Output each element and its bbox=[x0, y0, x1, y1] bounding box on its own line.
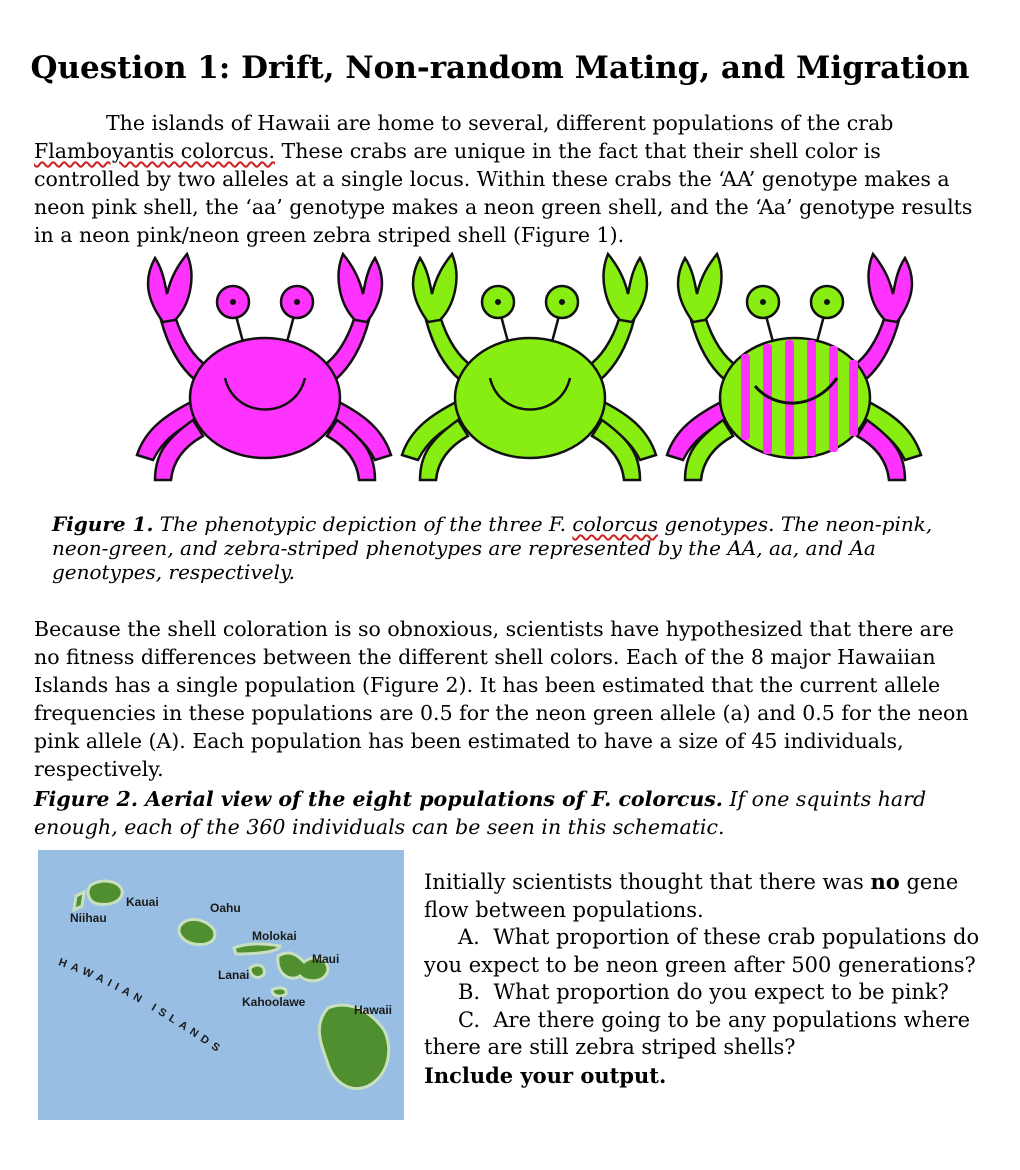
figure2-caption-text: If one squints hard enough, each of the 360 individuals can be seen in this schematic. bbox=[34, 787, 927, 839]
crab-green-aa-recessive bbox=[402, 254, 656, 480]
label-hawaii: Hawaii bbox=[354, 1003, 393, 1017]
label-lanai: Lanai bbox=[218, 968, 250, 982]
question-a-text: What proportion of these crab populations do bbox=[493, 925, 980, 949]
island-kauai bbox=[88, 881, 122, 904]
include-output bbox=[424, 1062, 994, 1091]
label-maui: Maui bbox=[312, 952, 340, 966]
hawaii-map bbox=[38, 850, 404, 1120]
crab-zebra-aa-hetero bbox=[667, 254, 921, 480]
crab-pink-aa bbox=[137, 254, 391, 480]
question-c-text: Are there going to be any populations where bbox=[493, 1007, 970, 1032]
island-oahu bbox=[179, 919, 215, 944]
question-a-cont: you expect to be neon green after 500 generations? bbox=[424, 952, 976, 977]
question-b-text: What proportion do you expect to be pink? bbox=[493, 980, 949, 1004]
questions-intro-bold: no bbox=[870, 869, 900, 894]
crab-figure bbox=[90, 250, 940, 490]
intro-text: The islands of Hawaii are home to several, different populations of the crab bbox=[106, 111, 894, 135]
question-c bbox=[424, 1007, 994, 1035]
question-c-label: C. bbox=[458, 1007, 480, 1032]
label-kauai: Kauai bbox=[126, 895, 159, 909]
figure1-caption-rest: genotypes. The neon-pink, neon-green, and zebra-striped phenotypes are represented by the AA, aa, and Aa genotypes, respectively. bbox=[52, 512, 933, 584]
figure1-species: colorcus bbox=[572, 512, 658, 536]
figure2-caption bbox=[34, 785, 984, 841]
island-lanai bbox=[250, 965, 264, 977]
questions-intro-rest: gene flow between populations. bbox=[424, 870, 959, 922]
intro-paragraph bbox=[34, 109, 984, 249]
species-name: Flamboyantis colorcus. bbox=[34, 139, 275, 163]
questions-intro bbox=[424, 868, 994, 924]
page-title: Question 1: Drift, Non-random Mating, and Migration bbox=[30, 50, 970, 86]
questions-block bbox=[424, 868, 994, 1090]
label-molokai: Molokai bbox=[252, 929, 297, 943]
figure1-caption-text: The phenotypic depiction of the three F. bbox=[153, 512, 573, 536]
figure2-label: Figure 2. Aerial view of the eight populations of F. colorcus. bbox=[34, 787, 723, 811]
include-output-text: Include your output. bbox=[424, 1062, 667, 1088]
question-b-label: B. bbox=[458, 980, 481, 1004]
label-hawaiian-islands: HAWAIIAN ISLANDS bbox=[56, 956, 226, 1058]
label-kahoolawe: Kahoolawe bbox=[242, 995, 306, 1009]
paragraph-2: Because the shell coloration is so obnoxious, scientists have hypothesized that there are no fitness differences between the different shell colors. Each of the 8 major Hawaiian Islands has a single population (Figure 2). It has been estimated that the current allele frequencies in these populations are 0.5 for the neon green allele (a) and 0.5 for the neon pink allele (A). Each population has been estimated to have a size of 45 individuals, respectively. bbox=[34, 617, 969, 781]
label-oahu: Oahu bbox=[210, 901, 241, 915]
figure1-label: Figure 1. bbox=[52, 512, 154, 536]
question-a bbox=[424, 924, 994, 952]
question-b bbox=[424, 979, 994, 1007]
figure1-caption bbox=[52, 512, 972, 584]
intro-text-rest: These crabs are unique in the fact that their shell color is controlled by two alleles at a single locus. Within these crabs the ‘AA’ genotype makes a neon pink shell, the ‘aa’ genotype makes a neon green shell, and the ‘Aa’ genotype results in a neon pink/neon green zebra striped shell (Figure 1). bbox=[34, 139, 973, 247]
question-c-cont: there are still zebra striped shells? bbox=[424, 1035, 796, 1059]
label-niihau: Niihau bbox=[70, 911, 107, 925]
question-a-label: A. bbox=[458, 925, 480, 949]
island-niihau bbox=[74, 892, 84, 910]
questions-intro-text: Initially scientists thought that there was bbox=[424, 870, 871, 894]
